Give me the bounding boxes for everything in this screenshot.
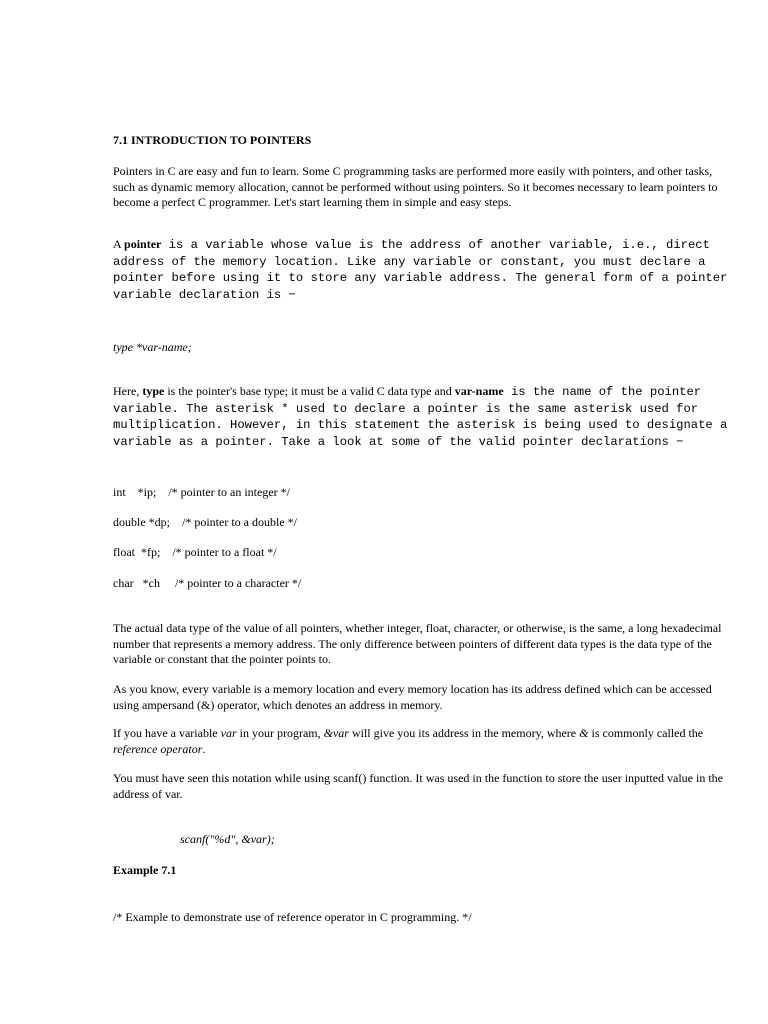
var-para-text: If you have a variable (113, 726, 221, 740)
example-title: Example 7.1 (113, 863, 177, 877)
definition-text: is a variable whose value is the address of another variable, i.e., direct address of the memory location. Like any variable or constant, you must declare a pointer before using it to store any variable address. The general form of a pointer variable declaration is − (113, 238, 728, 302)
declaration-line: char *ch /* pointer to a character */ (113, 576, 302, 590)
explanation-mid: is the pointer's base type; it must be a valid C data type and (164, 384, 455, 398)
pointer-definition-paragraph (113, 237, 728, 303)
scanf-code-text: scanf("%d", &var); (180, 832, 275, 846)
scanf-code (180, 832, 275, 848)
declaration-line: int *ip; /* pointer to an integer */ (113, 485, 290, 499)
var-term: var (220, 726, 237, 740)
amp-var-term: &var (323, 726, 349, 740)
example-comment: /* Example to demonstrate use of reference operator in C programming. */ (113, 910, 472, 924)
declaration-line: double *dp; /* pointer to a double */ (113, 515, 297, 529)
reference-operator-term: reference operator (113, 741, 203, 756)
explanation-type-term: type (142, 384, 165, 398)
intro-paragraph: Pointers in C are easy and fun to learn. Some C programming tasks are performed more easily with pointers, and other tasks, such as dynamic memory allocation, cannot be performed without using pointers. So it becomes necessary to learn pointers to become a perfect C programmer. Let's start learning them in simple and easy steps. (113, 164, 718, 209)
explanation-var-term: var-name (454, 384, 504, 398)
syntax-line (113, 340, 192, 356)
section-heading: 7.1 INTRODUCTION TO POINTERS (113, 133, 312, 147)
var-para-text: . (202, 741, 206, 756)
var-para-text: is commonly called the (588, 726, 704, 740)
amp-term: & (579, 726, 589, 740)
syntax-text: type *var-name; (113, 340, 192, 354)
definition-lead: A (113, 237, 125, 251)
scanf-paragraph: You must have seen this notation while using scanf() function. It was used in the function to store the user inputted value in the address of var. (113, 771, 724, 801)
data-type-paragraph: The actual data type of the value of all pointers, whether integer, float, character, or otherwise, is the same, a long hexadecimal number that represents a memory address. The only difference between pointers of different data types is the data type of the variable or constant that the pointer points to. (113, 621, 722, 666)
declaration-line: float *fp; /* pointer to a float */ (113, 545, 277, 559)
definition-term: pointer (124, 237, 162, 251)
explanation-paragraph (113, 384, 728, 450)
var-para-text: will give you its address in the memory, where (348, 726, 580, 740)
explanation-text: is the name of the pointer variable. The asterisk * used to declare a pointer is the same asterisk used for multiplication. However, in this statement the asterisk is being used to designate a variable as a pointer. Take a look at some of the valid pointer declarations − (113, 385, 728, 449)
var-para-text: in your program, (236, 726, 324, 740)
address-operator-paragraph (113, 726, 733, 757)
memory-paragraph: As you know, every variable is a memory location and every memory location has its address defined which can be accessed using ampersand (&) operator, which denotes an address in memory. (113, 682, 712, 712)
explanation-lead: Here, (113, 384, 143, 398)
